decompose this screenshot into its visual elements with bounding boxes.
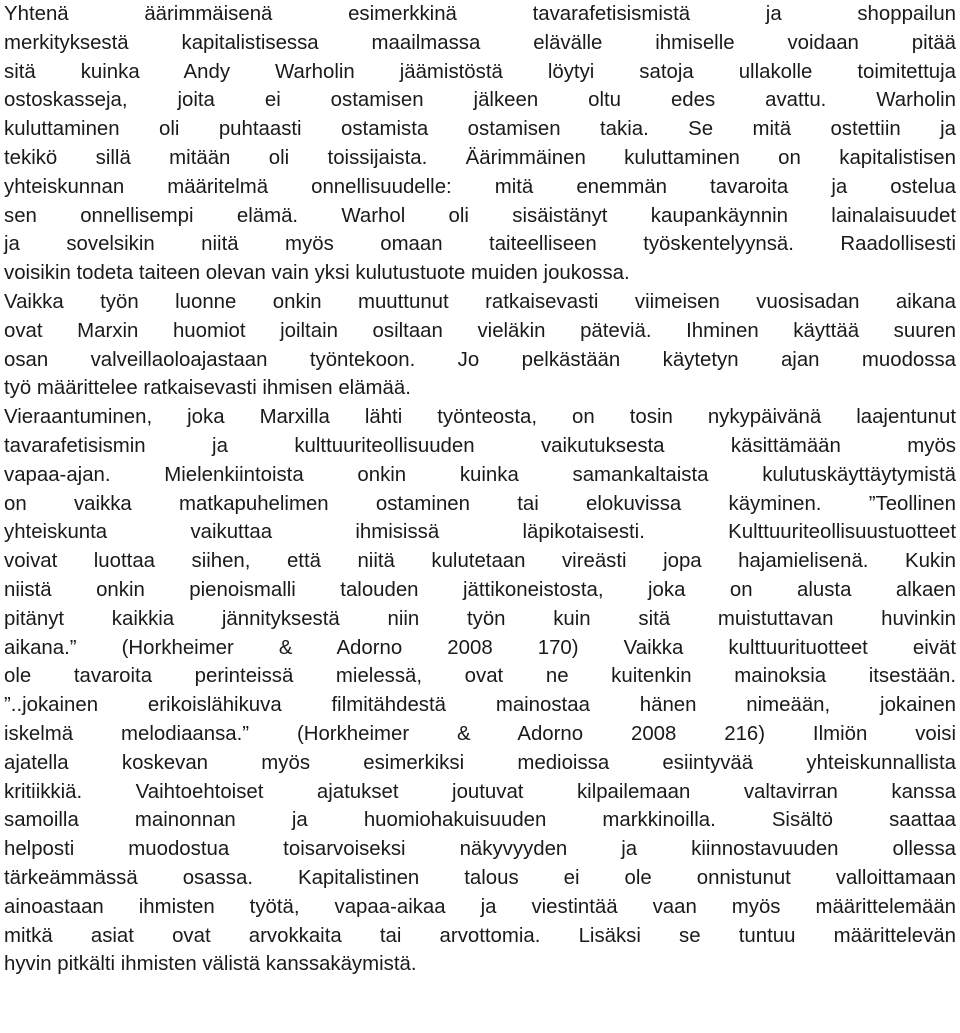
text-line-12: ovat Marxin huomiot joiltain osiltaan vieläkin päteviä. Ihminen käyttää suuren <box>4 319 956 342</box>
text-line-32: ainoastaan ihmisten työtä, vapaa-aikaa ja viestintää vaan myös määrittelemään <box>4 895 956 918</box>
text-line-25: ”..jokainen erikoislähikuva filmitähdestä mainostaa hänen nimeään, jokainen <box>4 694 956 717</box>
text-line-11: Vaikka työn luonne onkin muuttunut ratkaisevasti viimeisen vuosisadan aikana <box>4 290 956 313</box>
text-line-15: Vieraantuminen, joka Marxilla lähti työnteosta, on tosin nykypäivänä laajentunut <box>4 406 956 429</box>
text-line-13: osan valveillaoloajastaan työntekoon. Jo pelkästään käytetyn ajan muodossa <box>4 348 956 371</box>
text-line-3: sitä kuinka Andy Warholin jäämistöstä löytyi satoja ullakolle toimitettuja <box>4 60 956 83</box>
text-line-10: voisikin todeta taiteen olevan vain yksi kulutustuote muiden joukossa. <box>4 262 630 285</box>
text-line-34: hyvin pitkälti ihmisten välistä kanssakäymistä. <box>4 953 417 976</box>
text-line-6: tekikö sillä mitään oli toissijaista. Äärimmäinen kuluttaminen on kapitalistisen <box>4 146 956 169</box>
text-line-20: voivat luottaa siihen, että niitä kulutetaan vireästi jopa hajamielisenä. Kukin <box>4 550 956 573</box>
text-line-21: niistä onkin pienoismalli talouden jättikoneistosta, joka on alusta alkaen <box>4 578 956 601</box>
text-line-22: pitänyt kaikkia jännityksestä niin työn kuin sitä muistuttavan huvinkin <box>4 607 956 630</box>
text-line-9: ja sovelsikin niitä myös omaan taiteelliseen työskentelyynsä. Raadollisesti <box>4 233 956 256</box>
text-line-4: ostoskasseja, joita ei ostamisen jälkeen oltu edes avattu. Warholin <box>4 89 956 112</box>
text-line-24: ole tavaroita perinteissä mielessä, ovat ne kuitenkin mainoksia itsestään. <box>4 665 956 688</box>
text-line-33: mitkä asiat ovat arvokkaita tai arvottomia. Lisäksi se tuntuu määrittelevän <box>4 924 956 947</box>
text-line-23: aikana.” (Horkheimer & Adorno 2008 170) Vaikka kulttuurituotteet eivät <box>4 636 956 659</box>
text-line-26: iskelmä melodiaansa.” (Horkheimer & Adorno 2008 216) Ilmiön voisi <box>4 722 956 745</box>
text-line-29: samoilla mainonnan ja huomiohakuisuuden markkinoilla. Sisältö saattaa <box>4 809 956 832</box>
text-line-18: on vaikka matkapuhelimen ostaminen tai elokuvissa käyminen. ”Teollinen <box>4 492 956 515</box>
text-line-17: vapaa-ajan. Mielenkiintoista onkin kuinka samankaltaista kulutuskäyttäytymistä <box>4 463 956 486</box>
text-line-1: Yhtenä äärimmäisenä esimerkkinä tavarafetisismistä ja shoppailun <box>4 3 956 25</box>
text-line-8: sen onnellisempi elämä. Warhol oli sisäistänyt kaupankäynnin lainalaisuudet <box>4 204 956 227</box>
text-line-7: yhteiskunnan määritelmä onnellisuudelle: mitä enemmän tavaroita ja ostelua <box>4 175 956 198</box>
text-line-31: tärkeämmässä osassa. Kapitalistinen talous ei ole onnistunut valloittamaan <box>4 866 956 889</box>
text-line-19: yhteiskunta vaikuttaa ihmisissä läpikotaisesti. Kulttuuriteollisuustuotteet <box>4 521 956 544</box>
text-line-2: merkityksestä kapitalistisessa maailmassa elävälle ihmiselle voidaan pitää <box>4 31 956 54</box>
body-text <box>4 0 956 979</box>
text-line-30: helposti muodostua toisarvoiseksi näkyvyyden ja kiinnostavuuden ollessa <box>4 838 956 861</box>
text-line-28: kritiikkiä. Vaihtoehtoiset ajatukset joutuvat kilpailemaan valtavirran kanssa <box>4 780 956 803</box>
text-line-14: työ määrittelee ratkaisevasti ihmisen elämää. <box>4 377 411 400</box>
text-line-5: kuluttaminen oli puhtaasti ostamista ostamisen takia. Se mitä ostettiin ja <box>4 118 956 141</box>
text-line-27: ajatella koskevan myös esimerkiksi medioissa esiintyvää yhteiskunnallista <box>4 751 956 774</box>
text-line-16: tavarafetisismin ja kulttuuriteollisuuden vaikutuksesta käsittämään myös <box>4 434 956 457</box>
